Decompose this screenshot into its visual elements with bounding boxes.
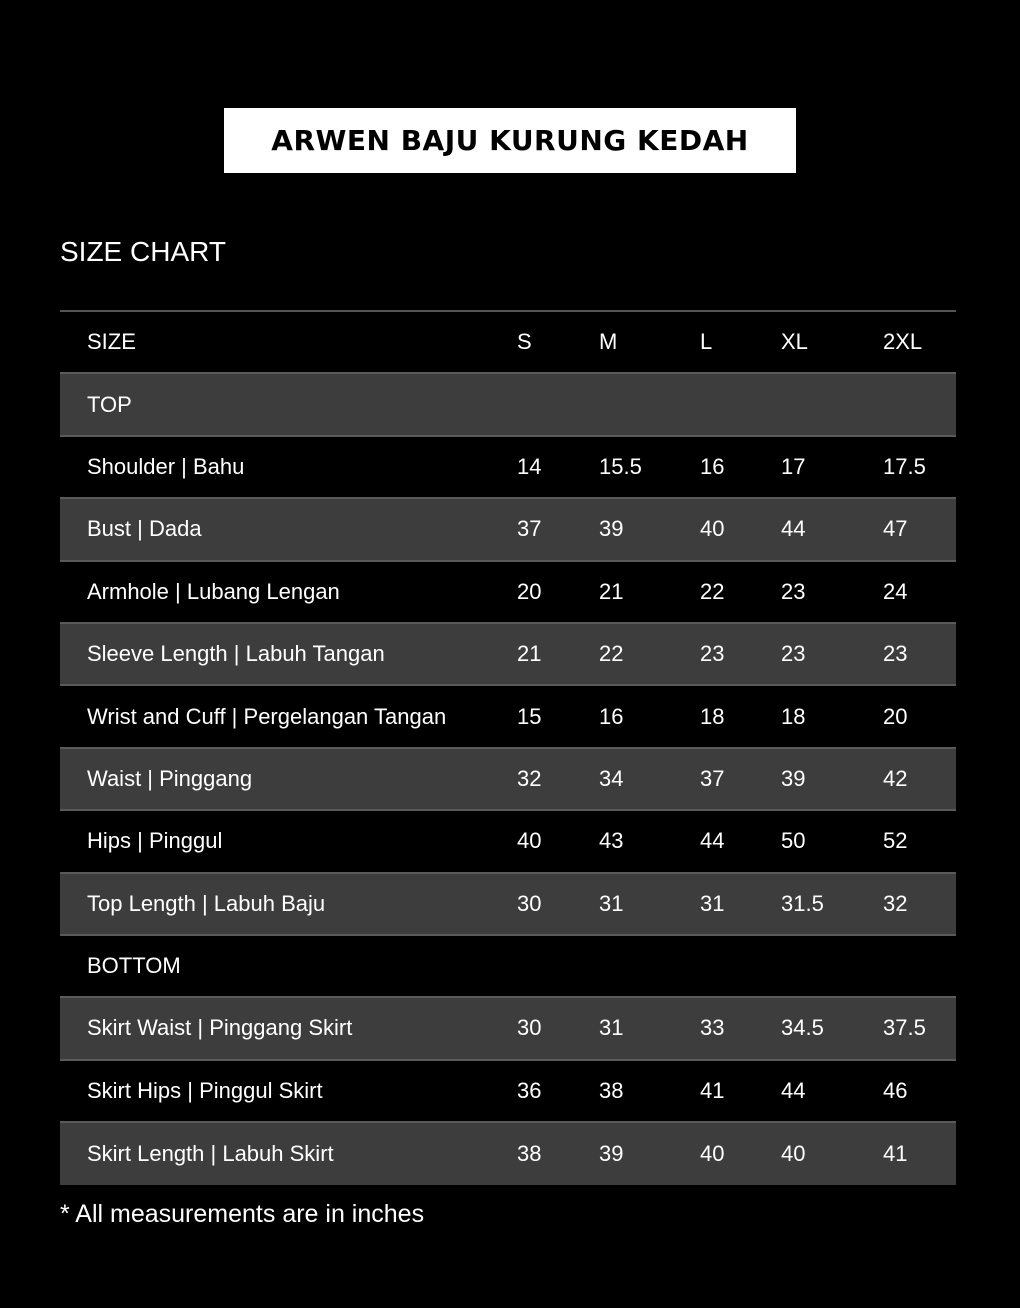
value-m: 31 [599, 890, 624, 916]
page-title: ARWEN BAJU KURUNG KEDAH [271, 124, 749, 157]
group-label-top: TOP [87, 391, 132, 417]
group-row-bottom [60, 936, 956, 998]
value-l: 18 [700, 703, 725, 729]
header-size-label: SIZE [87, 329, 136, 355]
row-label: Hips | Pinggul [87, 828, 223, 854]
value-l: 41 [700, 1077, 725, 1103]
table-row [60, 749, 956, 811]
row-label: Wrist and Cuff | Pergelangan Tangan [87, 703, 447, 729]
value-l: 31 [700, 890, 725, 916]
value-2xl: 17.5 [883, 453, 926, 479]
value-xl: 23 [781, 578, 806, 604]
value-2xl: 32 [883, 890, 908, 916]
table-row [60, 686, 956, 748]
value-m: 16 [599, 703, 624, 729]
value-2xl: 46 [883, 1077, 908, 1103]
table-header-row [60, 312, 956, 374]
table-row [60, 1123, 956, 1185]
row-label: Shoulder | Bahu [87, 453, 245, 479]
value-2xl: 37.5 [883, 1015, 926, 1041]
value-m: 31 [599, 1015, 624, 1041]
value-s: 15 [517, 703, 542, 729]
value-xl: 23 [781, 641, 806, 667]
value-xl: 34.5 [781, 1015, 824, 1041]
table-row [60, 624, 956, 686]
value-s: 20 [517, 578, 542, 604]
section-heading: SIZE CHART [60, 236, 226, 267]
row-label: Armhole | Lubang Lengan [87, 578, 340, 604]
footnote: * All measurements are in inches [60, 1200, 425, 1228]
value-xl: 50 [781, 828, 806, 854]
value-s: 30 [517, 1015, 542, 1041]
header-size-l: L [700, 329, 713, 355]
row-label: Skirt Waist | Pinggang Skirt [87, 1015, 353, 1041]
value-l: 16 [700, 453, 725, 479]
value-m: 22 [599, 641, 624, 667]
value-2xl: 41 [883, 1141, 908, 1167]
value-s: 40 [517, 828, 542, 854]
value-xl: 39 [781, 765, 806, 791]
value-xl: 44 [781, 1077, 806, 1103]
value-2xl: 24 [883, 578, 908, 604]
table-row [60, 1061, 956, 1123]
value-m: 43 [599, 828, 624, 854]
row-label: Sleeve Length | Labuh Tangan [87, 641, 385, 667]
value-l: 44 [700, 828, 725, 854]
header-size-s: S [517, 329, 532, 355]
header-size-2xl: 2XL [883, 329, 923, 355]
row-label: Bust | Dada [87, 516, 202, 542]
value-s: 32 [517, 765, 542, 791]
value-l: 33 [700, 1015, 725, 1041]
row-label: Skirt Length | Labuh Skirt [87, 1141, 334, 1167]
value-s: 14 [517, 453, 542, 479]
table-row [60, 437, 956, 499]
value-m: 39 [599, 516, 624, 542]
value-2xl: 47 [883, 516, 908, 542]
value-s: 36 [517, 1077, 542, 1103]
value-2xl: 52 [883, 828, 908, 854]
group-row-top [60, 374, 956, 436]
value-l: 37 [700, 765, 725, 791]
value-m: 38 [599, 1077, 624, 1103]
value-m: 39 [599, 1141, 624, 1167]
value-m: 15.5 [599, 453, 642, 479]
title-banner [224, 108, 796, 173]
value-2xl: 23 [883, 641, 908, 667]
table-row [60, 499, 956, 561]
header-size-xl: XL [781, 329, 808, 355]
value-s: 38 [517, 1141, 542, 1167]
row-label: Top Length | Labuh Baju [87, 890, 326, 916]
value-2xl: 42 [883, 765, 908, 791]
row-label: Skirt Hips | Pinggul Skirt [87, 1077, 323, 1103]
table-row [60, 998, 956, 1060]
value-xl: 40 [781, 1141, 806, 1167]
table-row [60, 811, 956, 873]
value-xl: 44 [781, 516, 806, 542]
table-row [60, 562, 956, 624]
value-l: 40 [700, 516, 725, 542]
value-s: 37 [517, 516, 542, 542]
value-xl: 31.5 [781, 890, 824, 916]
size-chart-table [60, 310, 956, 1185]
value-2xl: 20 [883, 703, 908, 729]
value-l: 22 [700, 578, 725, 604]
value-m: 21 [599, 578, 624, 604]
value-l: 23 [700, 641, 725, 667]
table-row [60, 874, 956, 936]
header-size-m: M [599, 329, 618, 355]
value-s: 21 [517, 641, 542, 667]
value-m: 34 [599, 765, 624, 791]
group-label-bottom: BOTTOM [87, 953, 181, 979]
value-xl: 17 [781, 453, 806, 479]
row-label: Waist | Pinggang [87, 765, 253, 791]
value-xl: 18 [781, 703, 806, 729]
value-l: 40 [700, 1141, 725, 1167]
value-s: 30 [517, 890, 542, 916]
